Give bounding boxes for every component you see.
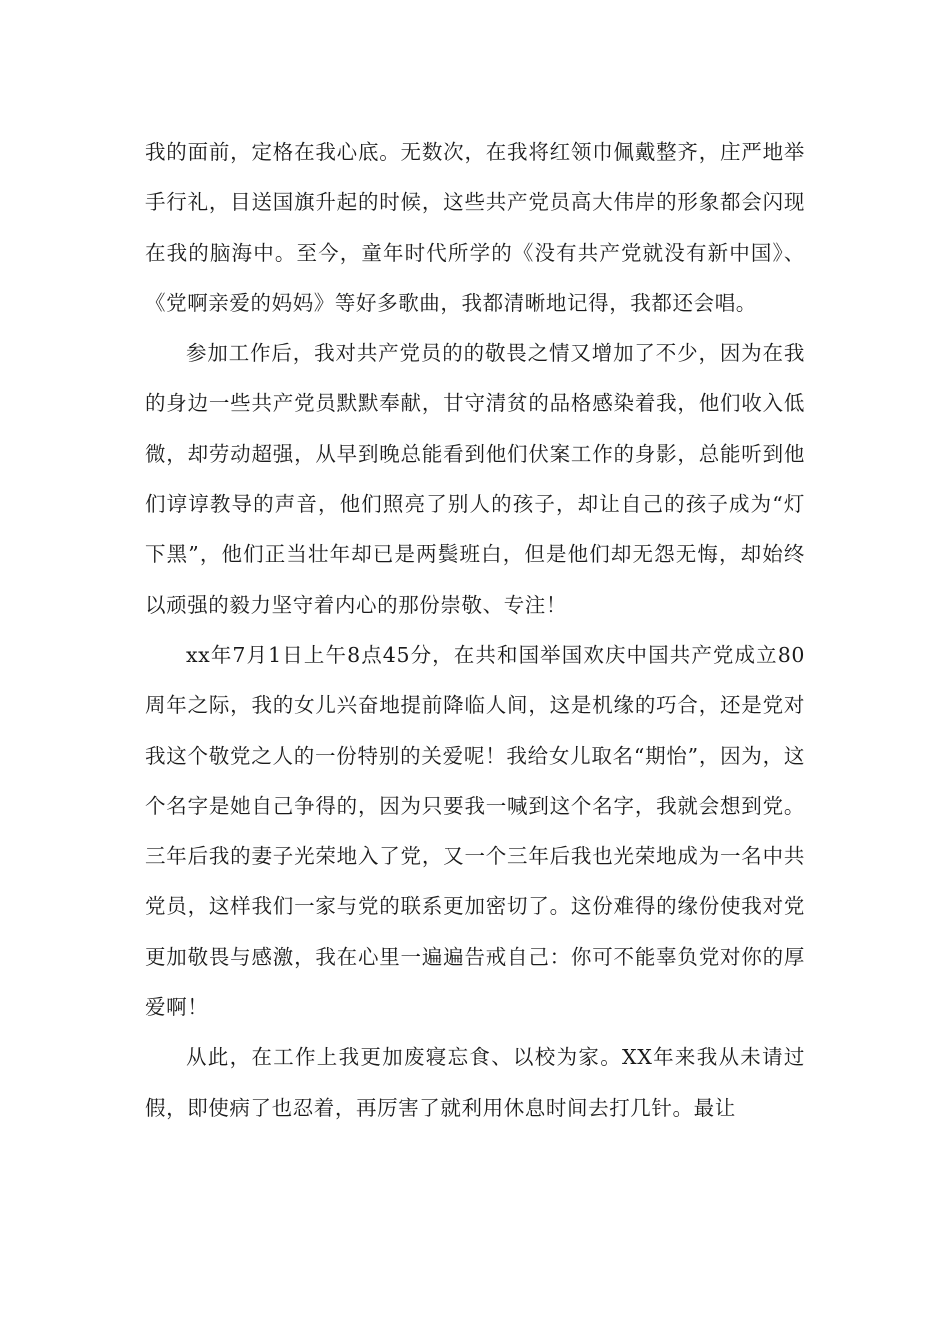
paragraph: xx年7月1日上午8点45分，在共和国举国欢庆中国共产党成立80周年之际，我的女儿兴奋地提前降临人间，这是机缘的巧合，还是党对我这个敬党之人的一份特别的关爱呢！我给女儿取名“期怡”，因为，这个名字是她自己争得的，因为只要我一喊到这个名字，我就会想到党。三年后我的妻子光荣地入了党，又一个三年后我也光荣地成为一名中共党员，这样我们一家与党的联系更加密切了。这份难得的缘份使我对党更加敬畏与感激，我在心里一遍遍告戒自己：你可不能辜负党对你的厚爱啊！ [145,642,805,1020]
document-body [145,127,805,1133]
paragraph-continued: 我的面前，定格在我心底。无数次，在我将红领巾佩戴整齐，庄严地举手行礼，目送国旗升起的时候，这些共产党员高大伟岸的形象都会闪现在我的脑海中。至今，童年时代所学的《没有共产党就没有新中国》、《党啊亲爱的妈妈》等好多歌曲，我都清晰地记得，我都还会唱。 [145,140,805,315]
paragraph: 参加工作后，我对共产党员的的敬畏之情又增加了不少，因为在我的身边一些共产党员默默奉献，甘守清贫的品格感染着我，他们收入低微，却劳动超强，从早到晚总能看到他们伏案工作的身影，总能听到他们谆谆教导的声音，他们照亮了别人的孩子，却让自己的孩子成为“灯下黑”，他们正当壮年却已是两鬓班白，但是他们却无怨无悔，却始终以顽强的毅力坚守着内心的那份崇敬、专注！ [145,341,805,617]
paragraph: 从此，在工作上我更加废寝忘食、以校为家。XX年来我从未请过假，即使病了也忍着，再厉害了就利用休息时间去打几针。最让 [145,1045,805,1120]
